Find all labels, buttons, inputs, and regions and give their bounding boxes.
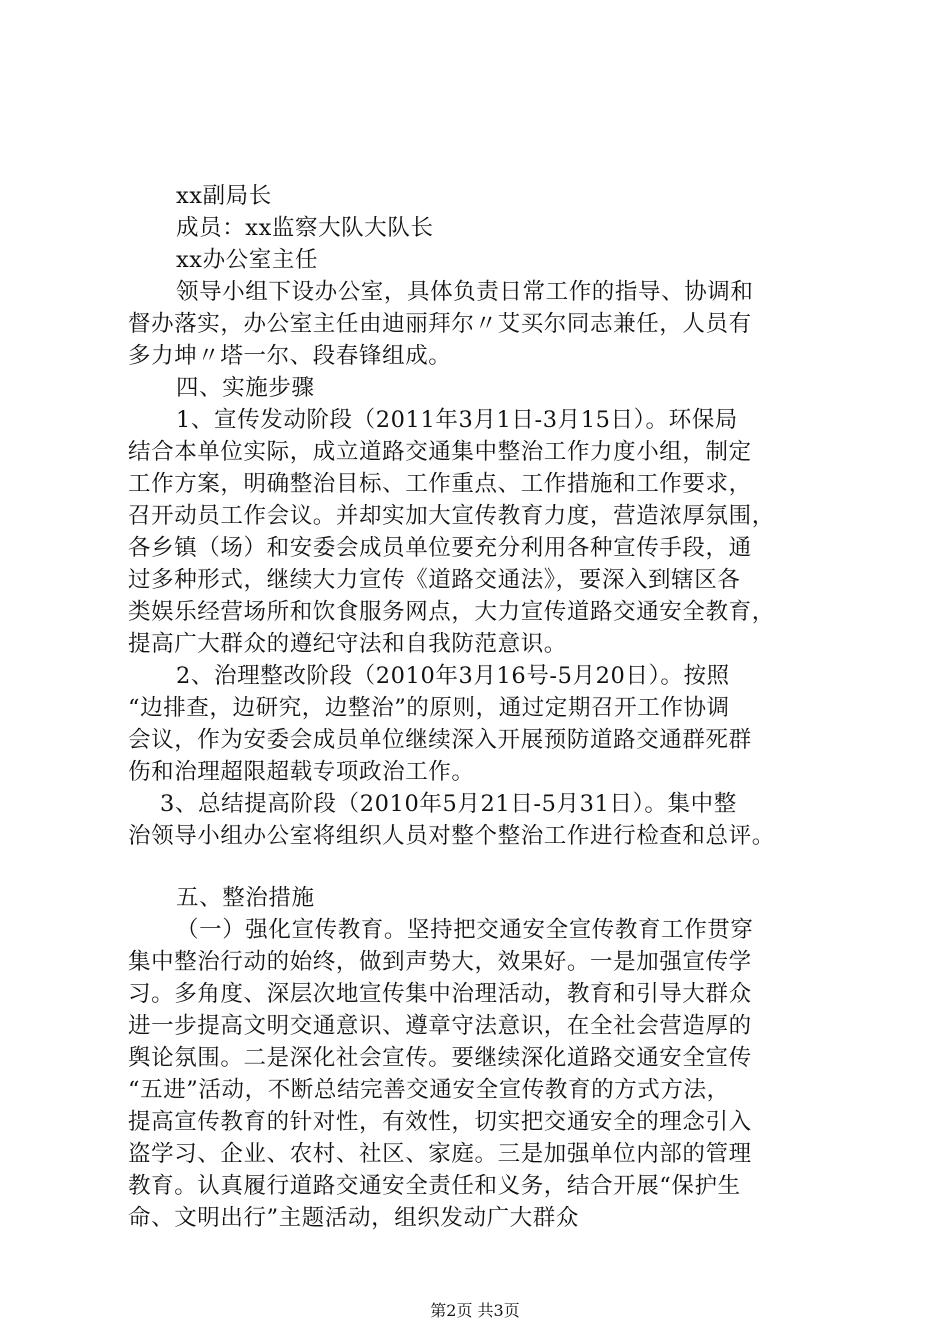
paragraph-office-line: 领导小组下设办公室，具体负责日常工作的指导、协调和 bbox=[176, 279, 754, 305]
paragraph-step1-line: 各乡镇（场）和安委会成员单位要充分利用各种宣传手段，通 bbox=[128, 535, 752, 561]
page-footer: 第2页 共3页 bbox=[430, 1301, 520, 1320]
paragraph-step2-line: “边排查，边研究，边整治”的原则，通过定期召开工作协调 bbox=[128, 695, 730, 721]
paragraph-step1-line: 结合本单位实际，成立道路交通集中整治工作力度小组，制定 bbox=[128, 439, 752, 465]
member-line-members: 成员：xx监察大队大队长 bbox=[176, 215, 434, 241]
paragraph-measure1-line: 习。多角度、深层次地宣传集中治理活动，教育和引导大群众 bbox=[128, 981, 752, 1007]
paragraph-step1-line: 过多种形式，继续大力宣传《道路交通法》，要深入到辖区各 bbox=[128, 567, 741, 593]
paragraph-office-line: 督办落实，办公室主任由迪丽拜尔〃艾买尔同志兼任，人员有 bbox=[128, 311, 752, 337]
paragraph-step3-line: 3、总结提高阶段（2010年5月21日-5月31日）。集中整 bbox=[160, 791, 737, 817]
paragraph-office-line: 多力坤〃塔一尔、段春锋组成。 bbox=[128, 343, 452, 369]
section-heading-measures: 五、整治措施 bbox=[176, 885, 315, 911]
paragraph-step1-line: 工作方案，明确整治目标、工作重点、工作措施和工作要求， bbox=[128, 471, 752, 497]
paragraph-step1-line: 召开动员工作会议。并却实加大宣传教育力度，营造浓厚氛围， bbox=[128, 503, 775, 529]
paragraph-step3-line: 治领导小组办公室将组织人员对整个整治工作进行检查和总评。 bbox=[128, 823, 775, 849]
paragraph-measure1-line: 集中整治行动的始终，做到声势大，效果好。一是加强宣传学 bbox=[128, 949, 752, 975]
paragraph-measure1-line: 命、文明出行”主题活动，组织发动广大群众 bbox=[128, 1205, 580, 1231]
member-line-office-director: xx办公室主任 bbox=[176, 247, 319, 273]
paragraph-measure1-line: 提高宣传教育的针对性，有效性，切实把交通安全的理念引入 bbox=[128, 1109, 752, 1135]
paragraph-measure1-line: 舆论氛围。二是深化社会宣传。要继续深化道路交通安全宣传 bbox=[128, 1045, 752, 1071]
paragraph-step1-line: 提高广大群众的遵纪守法和自我防范意识。 bbox=[128, 631, 567, 657]
paragraph-step2-line: 2、治理整改阶段（2010年3月16号-5月20日）。按照 bbox=[176, 663, 730, 689]
paragraph-measure1-line: 进一步提高文明交通意识、遵章守法意识，在全社会营造厚的 bbox=[128, 1013, 752, 1039]
paragraph-measure1-line: （一）强化宣传教育。坚持把交通安全宣传教育工作贯穿 bbox=[176, 917, 754, 943]
paragraph-step1-line: 类娱乐经营场所和饮食服务网点，大力宣传道路交通安全教育， bbox=[128, 599, 775, 625]
paragraph-measure1-line: 教育。认真履行道路交通安全责任和义务，结合开展“保护生 bbox=[128, 1173, 741, 1199]
paragraph-step1-line: 1、宣传发动阶段（2011年3月1日-3月15日）。环保局 bbox=[176, 407, 738, 433]
paragraph-measure1-line: 盗学习、企业、农村、社区、家庭。三是加强单位内部的管理 bbox=[128, 1141, 752, 1167]
paragraph-measure1-line: “五进”活动，不断总结完善交通安全宣传教育的方式方法， bbox=[128, 1077, 730, 1103]
member-line-deputy-director: xx副局长 bbox=[176, 183, 272, 209]
paragraph-step2-line: 伤和治理超限超载专项政治工作。 bbox=[128, 759, 475, 785]
paragraph-step2-line: 会议，作为安委会成员单位继续深入开展预防道路交通群死群 bbox=[128, 727, 752, 753]
section-heading-implementation-steps: 四、实施步骤 bbox=[176, 375, 315, 401]
